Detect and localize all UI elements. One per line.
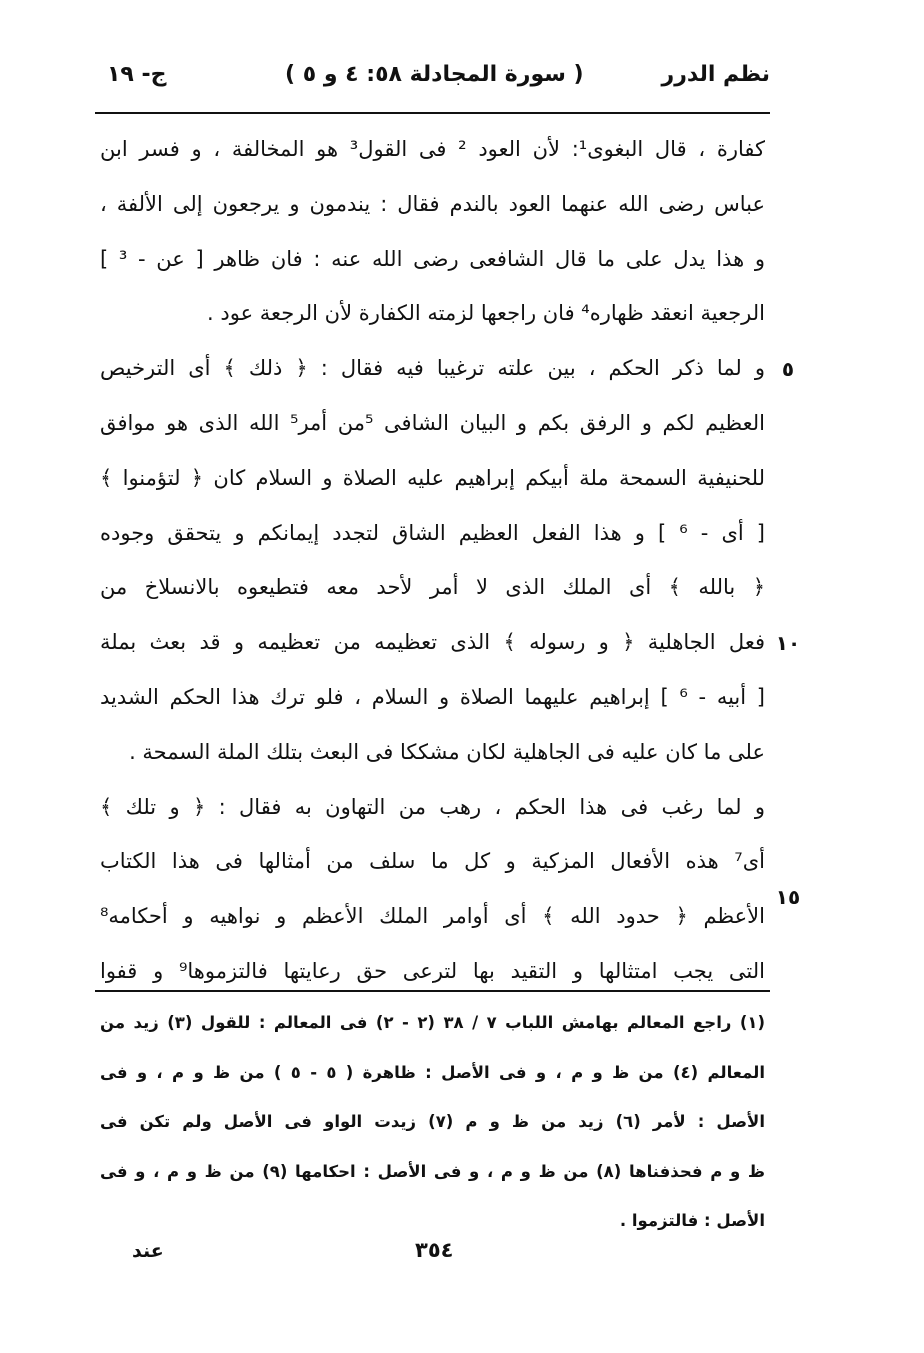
footnote-rule (95, 990, 770, 992)
text-line: و هذا يدل على ما قال الشافعى رضى الله عنه : فان ظاهر [ عن - ³ ] (100, 246, 765, 271)
text-line: الأعظم ﴿ حدود الله ﴾ أى أوامر الملك الأعظم و نواهيه و أحكامه⁸ (100, 904, 765, 929)
text-line: و لما رغب فى هذا الحكم ، رهب من التهاون به فقال : ﴿ و تلك ﴾ (100, 794, 765, 819)
text-line: التى يجب امتثالها و التقيد بها لترعى حق رعايتها فالتزموها⁹ و قفوا (100, 958, 765, 983)
page-number: ٣٥٤ (415, 1238, 454, 1262)
text-line: على ما كان عليه فى الجاهلية لكان مشككا فى البعث بتلك الملة السمحة . (129, 739, 765, 764)
text-line: و لما ذكر الحكم ، بين علته ترغيبا فيه فقال : ﴿ ذلك ﴾ أى الترخيص (100, 356, 765, 381)
header-rule (95, 112, 770, 114)
footnotes (100, 998, 765, 1246)
text-line: العظيم لكم و الرفق بكم و البيان الشافى ⁵من أمر⁵ الله الذى هو موافق (100, 410, 765, 435)
text-line: [ أبيه - ⁶ ] إبراهيم عليهما الصلاة و السلام ، فلو ترك هذا الحكم الشديد (100, 684, 765, 709)
text-line: [ أى - ⁶ ] و هذا الفعل العظيم الشاق لتجدد إيمانكم و يتحقق وجوده (100, 520, 765, 545)
footnote-line: المعالم (٤) من ظ و م ، و فى الأصل : ظاهرة ( ٥ - ٥ ) من ظ و م ، و فى (100, 1062, 765, 1082)
book-title: نظم الدرر (661, 62, 770, 87)
line-number: ١٠ (775, 631, 801, 655)
line-number: ٥ (781, 357, 795, 381)
text-line: فعل الجاهلية ﴿ و رسوله ﴾ الذى تعظيمه من تعظيمه و قد بعث بملة (100, 630, 765, 655)
surah-reference: ( سورة المجادلة ٥٨: ٤ و ٥ ) (285, 62, 584, 87)
text-line: أى⁷ هذه الأفعال المزكية و كل ما سلف من أمثالها فى هذا الكتاب (100, 849, 765, 874)
running-header (95, 62, 770, 102)
catchword: عند (132, 1240, 164, 1262)
line-number: ١٥ (775, 885, 801, 909)
footnote-line: الأصل : لأمر (٦) زيد من ظ و م (٧) زيدت الواو فى الأصل ولم تكن فى (100, 1112, 765, 1131)
text-line: كفارة ، قال البغوى¹: لأن العود ² فى القول³ هو المخالفة ، و فسر ابن (100, 137, 765, 161)
footnote-line: ظ و م فحذفناها (٨) من ظ و م ، و فى الأصل : احكامها (٩) من ظ و م ، و فى (100, 1161, 765, 1181)
volume-reference: ج- ١٩ (107, 62, 167, 87)
text-line: للحنيفية السمحة ملة أبيكم إبراهيم عليه الصلاة و السلام كان ﴿ لتؤمنوا ﴾ (100, 465, 765, 490)
text-line: ﴿ بالله ﴾ أى الملك الذى لا أمر لأحد معه فتطيعوه بالانسلاخ من (100, 575, 765, 600)
text-line: الرجعية انعقد ظهاره⁴ فان راجعها لزمته الكفارة لأن الرجعة عود . (207, 301, 765, 326)
text-line: عباس رضى الله عنهما العود بالندم فقال : يندمون و يرجعون إلى الألفة ، (100, 191, 765, 216)
main-text (100, 122, 765, 999)
footnote-line: الأصل : فالتزموا . (619, 1211, 765, 1230)
footnote-line: (١) راجع المعالم بهامش اللباب ٧ / ٣٨ (٢ - ٢) فى المعالم : للقول (٣) زيد من (100, 1013, 765, 1032)
